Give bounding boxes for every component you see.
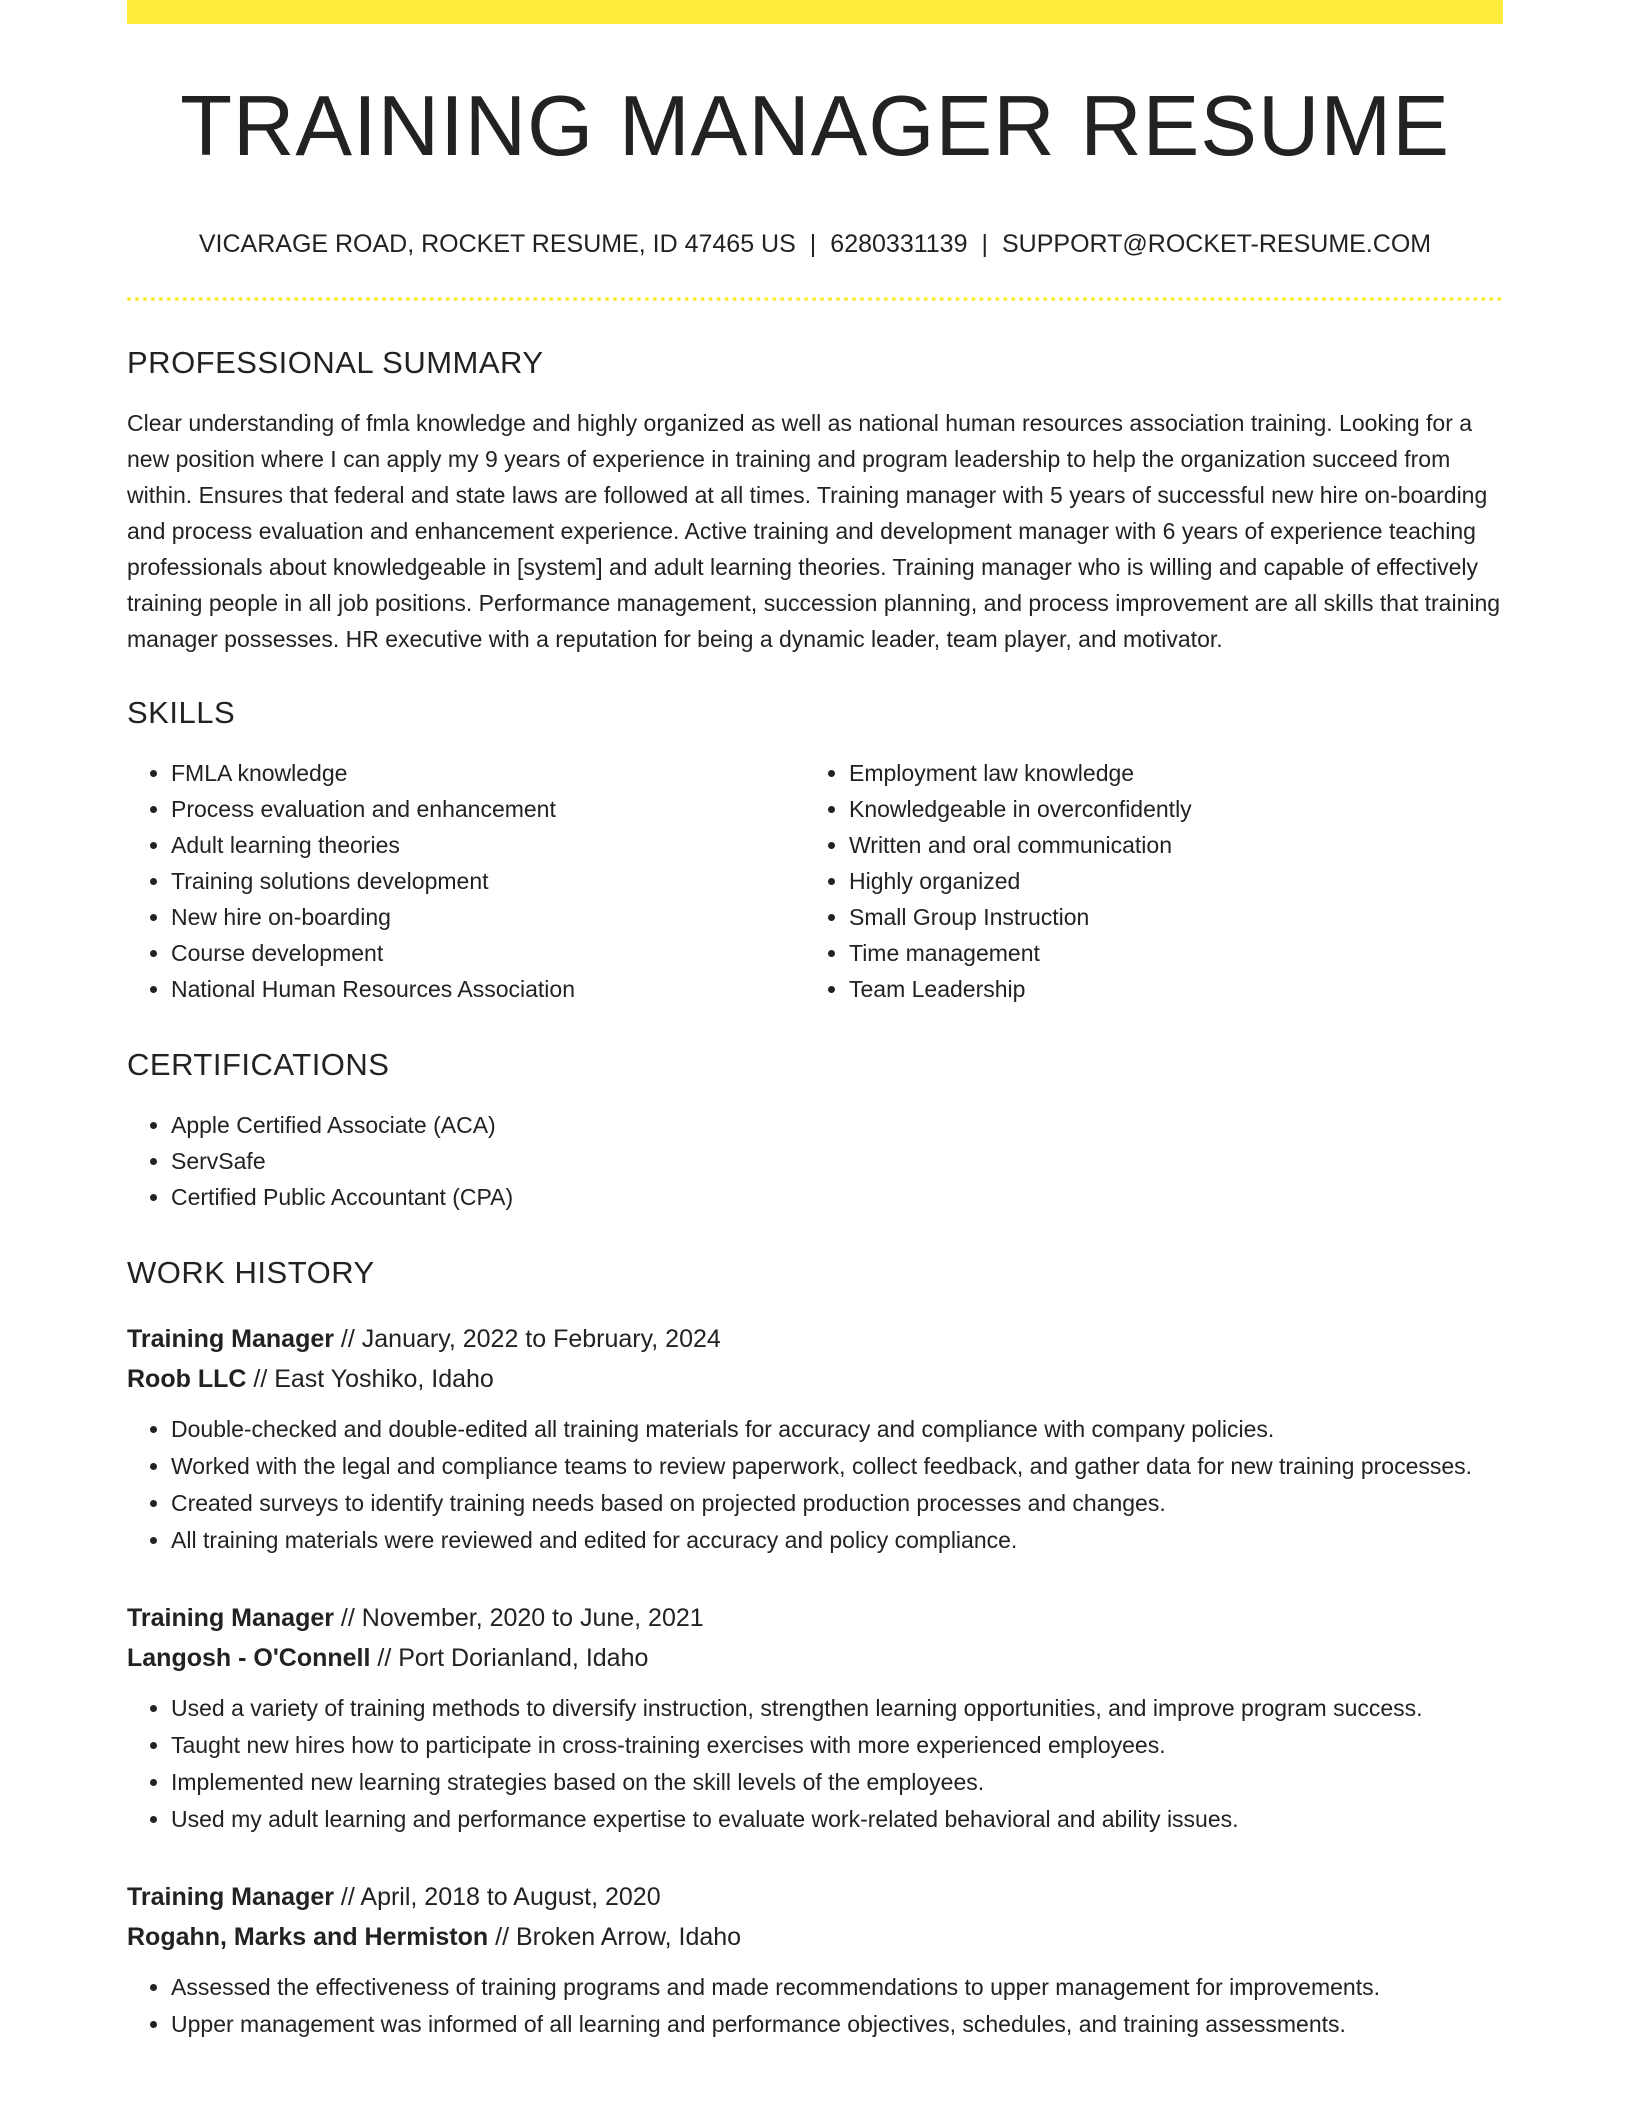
summary-heading: PROFESSIONAL SUMMARY — [127, 344, 544, 380]
skill-item: • National Human Resources Association — [171, 971, 805, 1007]
contact-line — [127, 230, 1503, 259]
job-entry — [127, 1319, 1503, 1558]
certifications-heading: CERTIFICATIONS — [127, 1046, 390, 1082]
job-company-line — [127, 1917, 1503, 1957]
skill-item: • Highly organized — [849, 863, 1483, 899]
job-company-line — [127, 1638, 1503, 1678]
skill-item: • Training solutions development — [171, 863, 805, 899]
job-title-line — [127, 1598, 1503, 1638]
job-dates: // November, 2020 to June, 2021 — [333, 1603, 704, 1632]
job-bullet: • Taught new hires how to participate in cross-training exercises with more experienced employees. — [171, 1727, 1503, 1763]
job-bullet: • Used a variety of training methods to diversify instruction, strengthen learning opportunities, and improve program success. — [171, 1690, 1503, 1726]
summary-text: Clear understanding of fmla knowledge and highly organized as well as national human resources association training. Looking for a new position where I can apply my 9 years of experience in training and program leadership to help the organization succeed from within. Ensures that federal and state laws are followed at all times. Training manager with 5 years of successful new hire on-boarding and process evaluation and enhancement experience. Active training and development manager with 6 years of experience teaching professionals about knowledgeable in [system] and adult learning theories. Training manager who is willing and capable of effectively training people in all job positions. Performance management, succession planning, and process improvement are all skills that training manager possesses. HR executive with a reputation for being a dynamic leader, team player, and motivator. — [127, 409, 1501, 652]
skill-item: • Adult learning theories — [171, 827, 805, 863]
job-company-line — [127, 1359, 1503, 1399]
job-location: // Broken Arrow, Idaho — [488, 1922, 742, 1951]
job-bullet: • Double-checked and double-edited all training materials for accuracy and compliance with company policies. — [171, 1411, 1503, 1447]
skill-item: • New hire on-boarding — [171, 899, 805, 935]
skill-item: • Written and oral communication — [849, 827, 1483, 863]
skill-item: • Team Leadership — [849, 971, 1483, 1007]
job-bullet: • Implemented new learning strategies based on the skill levels of the employees. — [171, 1764, 1503, 1800]
job-bullet: • Assessed the effectiveness of training programs and made recommendations to upper management for improvements. — [171, 1969, 1503, 2005]
certification-item: • Apple Certified Associate (ACA) — [171, 1107, 1503, 1143]
contact-separator: | — [809, 229, 817, 258]
job-company: Roob LLC — [127, 1364, 247, 1393]
job-dates: // January, 2022 to February, 2024 — [333, 1324, 721, 1353]
skill-item: • Small Group Instruction — [849, 899, 1483, 935]
job-entry — [127, 1598, 1503, 1837]
resume-page — [127, 0, 1503, 2043]
work-history-heading: WORK HISTORY — [127, 1254, 375, 1290]
job-bullets — [127, 1690, 1503, 1837]
job-bullet: • Created surveys to identify training needs based on projected production processes and changes. — [171, 1485, 1503, 1521]
job-company: Langosh - O'Connell — [127, 1643, 371, 1672]
contact-email[interactable]: SUPPORT@ROCKET-RESUME.COM — [1001, 229, 1432, 258]
contact-address: VICARAGE ROAD, ROCKET RESUME, ID 47465 US — [198, 229, 796, 258]
resume-title: TRAINING MANAGER RESUME — [180, 79, 1450, 174]
certification-item: • ServSafe — [171, 1143, 1503, 1179]
header-divider — [127, 297, 1503, 301]
job-bullet: • Upper management was informed of all learning and performance objectives, schedules, and training assessments. — [171, 2006, 1503, 2042]
skill-item: • Knowledgeable in overconfidently — [849, 791, 1483, 827]
skills-column-right — [805, 755, 1483, 1007]
skill-item: • FMLA knowledge — [171, 755, 805, 791]
skill-item: • Course development — [171, 935, 805, 971]
job-role: Training Manager — [127, 1603, 334, 1632]
job-entry — [127, 1877, 1503, 2042]
job-location: // Port Dorianland, Idaho — [370, 1643, 649, 1672]
certification-item: • Certified Public Accountant (CPA) — [171, 1179, 1503, 1215]
job-title-line — [127, 1877, 1503, 1917]
job-company: Rogahn, Marks and Hermiston — [127, 1922, 489, 1951]
job-bullet: • All training materials were reviewed and edited for accuracy and policy compliance. — [171, 1522, 1503, 1558]
top-accent-bar — [127, 0, 1503, 24]
job-dates: // April, 2018 to August, 2020 — [333, 1882, 661, 1911]
skill-item: • Time management — [849, 935, 1483, 971]
job-role: Training Manager — [127, 1324, 334, 1353]
job-bullet: • Worked with the legal and compliance teams to review paperwork, collect feedback, and gather data for new training processes. — [171, 1448, 1503, 1484]
skills-heading: SKILLS — [127, 694, 236, 730]
job-role: Training Manager — [127, 1882, 334, 1911]
job-location: // East Yoshiko, Idaho — [246, 1364, 494, 1393]
skills-column-left — [127, 755, 805, 1007]
job-bullet: • Used my adult learning and performance expertise to evaluate work-related behavioral and ability issues. — [171, 1801, 1503, 1837]
job-bullets — [127, 1969, 1503, 2042]
skills-list — [127, 755, 1503, 1007]
contact-phone: 6280331139 — [830, 229, 968, 258]
skill-item: • Employment law knowledge — [849, 755, 1483, 791]
job-title-line — [127, 1319, 1503, 1359]
skill-item: • Process evaluation and enhancement — [171, 791, 805, 827]
job-bullets — [127, 1411, 1503, 1558]
contact-separator: | — [981, 229, 988, 258]
certifications-list — [127, 1107, 1503, 1215]
